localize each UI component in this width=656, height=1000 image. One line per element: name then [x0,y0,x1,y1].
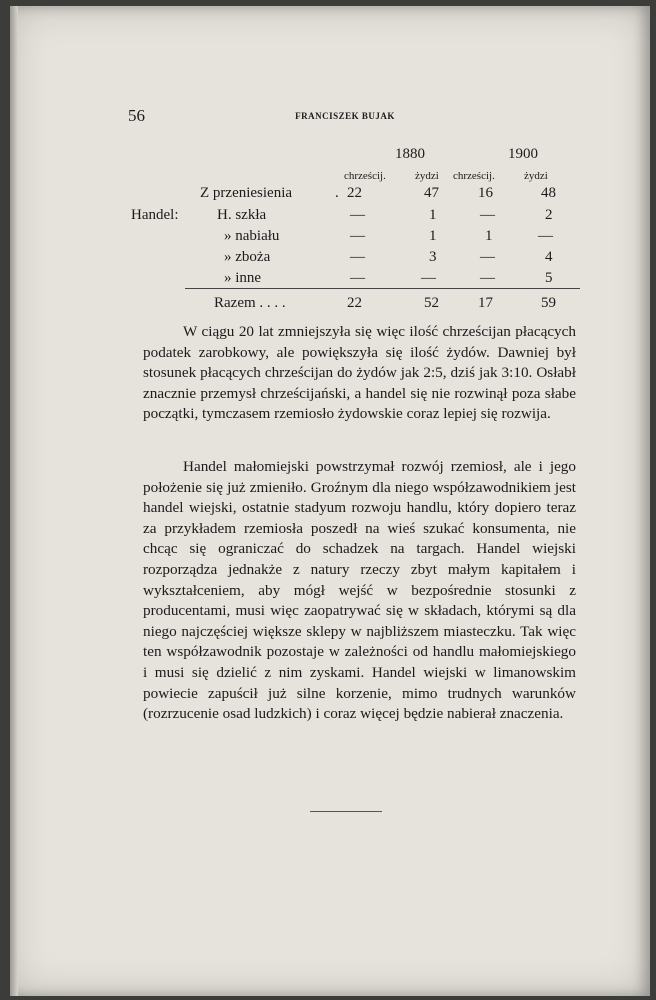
table-cell: 47 [424,185,439,201]
col-header: żydzi [415,170,439,182]
group-label: Handel: [131,207,179,223]
total-cell: 59 [541,295,556,311]
table-cell: — [480,207,495,223]
paragraph-1 [143,322,576,425]
running-title: FRANCISZEK BUJAK [295,111,395,121]
total-cell: 52 [424,295,439,311]
table-cell: 16 [478,185,493,201]
section-end-rule [310,811,382,812]
row-label: H. szkła [217,207,267,223]
total-label: Razem . . . . [214,295,286,311]
table-cell: — [421,270,436,286]
paragraph-1-text: W ciągu 20 lat zmniejszyła się więc ilość chrześcijan płacących podatek zarobkowy, ale powiększyła się ilość żydów. Dawniej był stosunek płacących chrześcijan do żydów jak 2:5, dziś jak 3:10. Osłabł znacznie przemysł chrześcijański, a handel się nie rozwinął poza słabe początki, tymczasem rzemiosło żydowskie coraz lepiej się rozwija. [143,323,576,423]
table-cell: 1 [429,207,437,223]
year-header-1880: 1880 [395,146,425,162]
table-cell: 3 [429,249,437,265]
table-cell: 48 [541,185,556,201]
table-cell: 2 [545,207,553,223]
col-header: żydzi [524,170,548,182]
table-sum-rule [185,288,580,289]
table-cell: — [350,228,365,244]
total-cell: 17 [478,295,493,311]
row-leader: . [335,185,339,201]
page-header [10,106,650,130]
table-cell: — [480,270,495,286]
page-binding-edge [10,6,18,996]
total-cell: 22 [347,295,362,311]
row-label: Z przeniesienia [200,185,293,201]
book-page [10,6,650,996]
table-cell: — [350,207,365,223]
table-cell: — [538,228,553,244]
table-cell: — [350,249,365,265]
table-cell: 22 [347,185,362,201]
paragraph-2 [143,457,576,725]
table-cell: 5 [545,270,553,286]
row-label: » inne [224,270,262,286]
table-cell: 4 [545,249,553,265]
col-header: chrześcij. [344,170,386,182]
col-header: chrześcij. [453,170,495,182]
table-cell: 1 [485,228,493,244]
page-number: 56 [128,106,145,125]
table-cell: 1 [429,228,437,244]
table-cell: — [480,249,495,265]
table-cell: — [350,270,365,286]
row-label: » zboża [224,249,271,265]
year-header-1900: 1900 [508,146,538,162]
paragraph-2-text: Handel małomiejski powstrzymał rozwój rzemiosł, ale i jego położenie się już zmieniło. Groźnym dla niego współzawodnikiem jest handel wiejski, ostatnie stadyum rozwoju handlu, który dopiero teraz za przykładem rzemiosła poszedł na wieś szukać konsumenta, nie chcąc się ograniczać do schadzek na targach. Handel wiejski rozporządza jednakże z natury rzeczy zbyt małym kapitałem i wykształceniem, aby mógł wejść w bezpośrednie stosunki z producentami, musi więc zaopatrywać się w składach, którymi są dla niego najczęściej większe sklepy w najbliższem miasteczku. Tak więc ten współzawodnik pozostaje w zależności od handlu małomiejskiego i musi się dzielić z nim zyskami. Handel wiejski w limanowskim powiecie zapuścił już silne korzenie, mimo trudnych warunków (rozrzucenie osad ludzkich) i coraz więcej będzie nabierał znaczenia. [143,458,576,723]
row-label: » nabiału [224,228,280,244]
